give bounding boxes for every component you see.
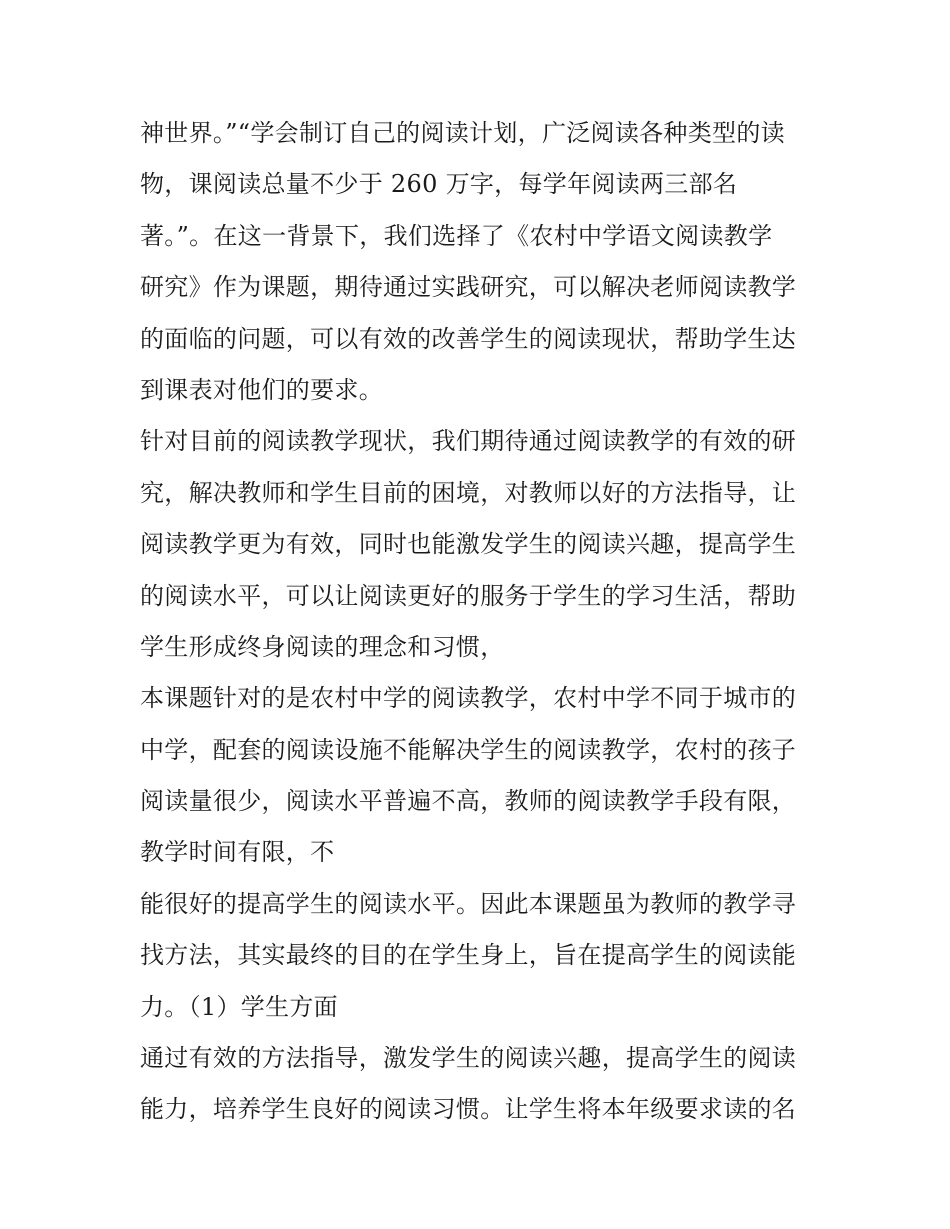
text-line: 通过有效的方法指导，激发学生的阅读兴趣，提高学生的阅读: [140, 1044, 797, 1073]
text-line: 针对目前的阅读教学现状，我们期待通过阅读教学的有效的研: [140, 427, 797, 456]
text-line: 教学时间有限，不: [140, 838, 335, 867]
text-line: 研究》作为课题，期待通过实践研究，可以解决老师阅读教学: [140, 273, 797, 302]
text-line: 中学，配套的阅读设施不能解决学生的阅读教学，农村的孩子: [140, 735, 797, 764]
text-line: 究，解决教师和学生目前的困境，对教师以好的方法指导，让: [140, 478, 797, 507]
text-line: 本课题针对的是农村中学的阅读教学，农村中学不同于城市的: [140, 684, 797, 713]
text-line: 能力，培养学生良好的阅读习惯。让学生将本年级要求读的名: [140, 1095, 797, 1124]
text-line: 力。（1）学生方面: [140, 992, 338, 1021]
text-line: 能很好的提高学生的阅读水平。因此本课题虽为教师的教学寻: [140, 889, 797, 918]
text-line: 到课表对他们的要求。: [140, 375, 383, 404]
text-line: 的阅读水平，可以让阅读更好的服务于学生的学习生活，帮助: [140, 581, 797, 610]
text-line: 物，课阅读总量不少于 260 万字，每学年阅读两三部名: [140, 170, 738, 199]
text-line: 的面临的问题，可以有效的改善学生的阅读现状，帮助学生达: [140, 324, 797, 353]
text-line: 学生形成终身阅读的理念和习惯，: [140, 632, 505, 661]
text-line: 著。”。在这一背景下，我们选择了《农村中学语文阅读教学: [140, 221, 773, 250]
text-line: 找方法，其实最终的目的在学生身上，旨在提高学生的阅读能: [140, 941, 797, 970]
document-body: [140, 108, 820, 1136]
text-line: 阅读教学更为有效，同时也能激发学生的阅读兴趣，提高学生: [140, 530, 797, 559]
text-line: 阅读量很少，阅读水平普遍不高，教师的阅读教学手段有限，: [140, 787, 797, 816]
text-line: 神世界。”“学会制订自己的阅读计划，广泛阅读各种类型的读: [140, 119, 785, 147]
